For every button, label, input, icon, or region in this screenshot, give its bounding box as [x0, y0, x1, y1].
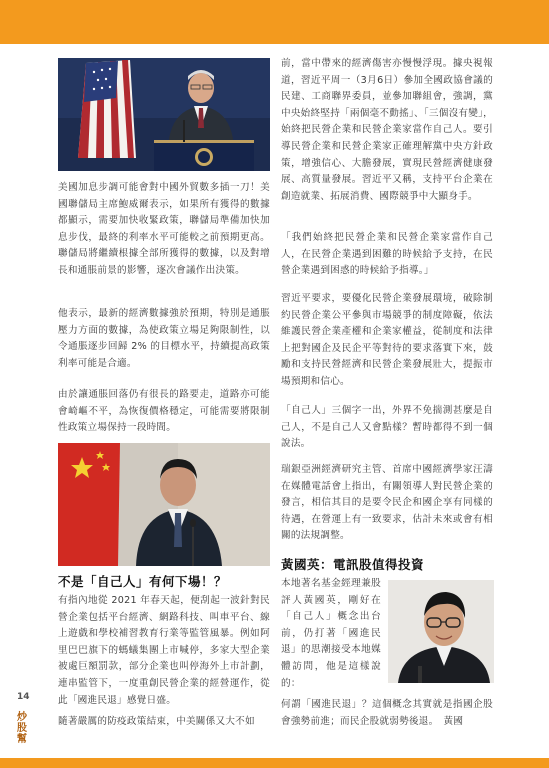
right-section-heading: 黃國英：電訊股值得投資: [281, 557, 425, 572]
left-paragraph-4: 有指內地從 2021 年春天起，便刮起一波針對民營企業包括平台經濟、網路科技、叫車平台、線上遊戲和學校補習教育行業等監管風暴。例如阿里巴巴旗下的螞蟻集團上市喊停，多家大型企業被處巨額罰款，部分企業也叫停海外上市計劃，連串監管下，一度重創民營企業的經營運作，從此「國進民退」感覺日盛。: [58, 595, 270, 706]
left-paragraph-5: 隨著嚴厲的防疫政策結束，中美關係又大不如: [58, 716, 255, 727]
bottom-accent-bar: [0, 758, 549, 768]
page-number: 14: [17, 692, 30, 702]
left-paragraph-1: 美國加息步調可能會對中國外貿數多插一刀！美國聯儲局主席鮑威爾表示，如果所有獲得的數據都顯示，需要加快收緊政策，聯儲局準備加快加息步伐，最終的利率水平可能較之前預期更高。聯儲局將繼續根據全部所獲得的數據，以及對增長和通脹前景的影響，逐次會議作出決策。: [58, 182, 270, 276]
photo-fund-manager-portrait: [388, 580, 494, 683]
right-paragraph-7: 何謂「國進民退」？這個概念其實就是指國企股會強勢前進；而民企股就弱勢後退。 黃國: [281, 699, 493, 727]
photo-fed-chair-podium: [58, 58, 270, 171]
right-paragraph-4: 「自己人」三個字一出，外界不免揣測甚麼是自己人，不是自己人又會點樣？暫時都得不到一個說法。: [281, 405, 493, 450]
top-accent-bar: [0, 0, 549, 44]
right-paragraph-3: 習近平要求，要優化民營企業發展環境，破除制約民營企業公平參與市場競爭的制度障礙，依法維護民營企業產權和企業家權益，從制度和法律上把對國企及民企平等對待的要求落實下來，鼓勵和支持民營經濟和民營企業發展壯大，提振市場預期和信心。: [281, 293, 493, 387]
right-paragraph-5: 瑞銀亞洲經濟研究主管、首席中國經濟學家汪濤在媒體電話會上指出，有關領導人對民營企業的發言，相信其目的是要令民企和國企享有同樣的待遇，在營運上有一致要求，估計未來或會有相關的法規調整。: [281, 464, 493, 542]
left-section-heading: 不是「自己人」有何下場！？: [58, 574, 228, 589]
left-paragraph-2: 他表示，最新的經濟數據強於預期，特別是通脹壓力方面的數據，為使政策立場足夠限制性，以令通脹逐步回歸 2% 的目標水平，持續提高政策利率可能是合適。: [58, 308, 270, 369]
left-paragraph-3: 由於讓通脹回落仍有很長的路要走，道路亦可能會崎嶇不平，為恢復價格穩定，可能需要將限制性政策立場保持一段時間。: [58, 389, 270, 434]
right-paragraph-6: 本地著名基金經理兼股評人黃國英，剛好在「自己人」概念出台前，仍打著「國進民退」的思潮接受本地媒體訪問，他是這樣說的：: [281, 578, 381, 689]
right-paragraph-1: 前，當中帶來的經濟傷害亦慢慢浮現。據央視報道，習近平周一（3月6日）參加全國政協會議的民建、工商聯界委員，並參加聯組會，強調，黨中央始終堅持「兩個毫不動搖」、「三個沒有變」，始終把民營企業和民營企業家當作自己人。要引導民營企業和民營企業家正確理解黨中央方針政策，增強信心、大膽發展，實現民營經濟健康發展、高質量發展。習近平又稱，支持平台企業在創造就業、拓展消費、國際競爭中大顯身手。: [281, 58, 494, 202]
right-paragraph-2: 「我們始終把民營企業和民營企業家當作自己人，在民營企業遇到困難的時候給予支持，在民營企業遇到困惑的時候給予指導。」: [281, 232, 493, 277]
magazine-brand: 炒股幫: [17, 712, 27, 745]
photo-leader-speaking: [58, 443, 270, 566]
